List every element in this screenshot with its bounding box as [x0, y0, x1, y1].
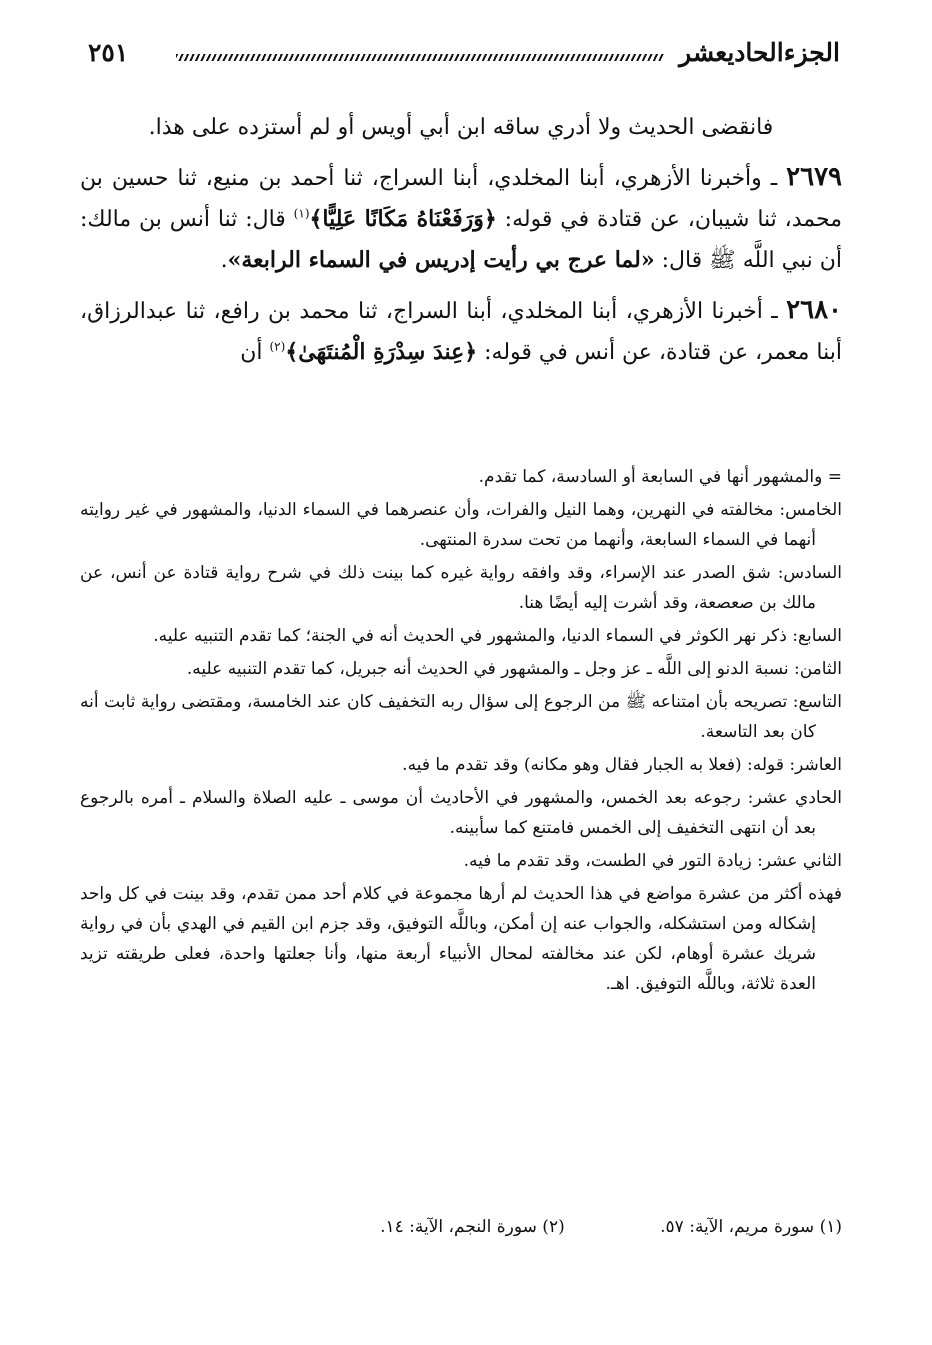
isnad-text-continued: قال: ثنا أنس بن مالك: أن نبي اللَّه ﷺ قال: [80, 207, 842, 273]
hadith-2680 [80, 290, 842, 373]
hadith-number: ٢٦٧٩ [786, 162, 842, 192]
note-item: = والمشهور أنها في السابعة أو السادسة، كما تقدم. [478, 467, 842, 487]
footnotes [80, 1212, 842, 1242]
note-item: الثامن: نسبة الدنو إلى اللَّه ـ عز وجل ـ والمشهور في الحديث أنه جبريل، كما تقدم التنبيه عليه. [186, 659, 842, 679]
page-header [80, 34, 840, 78]
note-item: العاشر: قوله: (فعلا به الجبار فقال وهو مكانه) وقد تقدم ما فيه. [402, 755, 842, 775]
footnote-marker: (٢) [269, 339, 286, 354]
main-text [80, 108, 842, 382]
hadith-2679 [80, 157, 842, 281]
quran-verse: ﴿عِندَ سِدْرَةِ الْمُنتَهَىٰ﴾ [285, 339, 478, 365]
isnad-text: ـ وأخبرنا الأزهري، أبنا المخلدي، أبنا السراج، ثنا أحمد بن منيع، ثنا حسين بن محمد، ثنا شيبان، عن قتادة في قوله: [80, 166, 842, 232]
page-number: ٢٥١ [88, 38, 129, 67]
note-item: الخامس: مخالفته في النهرين، وهما النيل والفرات، وأن عنصرهما في السماء الدنيا، والمشهور في غير روايته أنهما في السماء السابعة، وأنهما من تحت سدرة المنتهى. [80, 500, 842, 550]
note-item: السابع: ذكر نهر الكوثر في السماء الدنيا، والمشهور في الحديث أنه في الجنة؛ كما تقدم التنبيه عليه. [153, 626, 842, 646]
hadith-number: ٢٦٨٠ [786, 295, 842, 325]
footnote-1: (١) سورة مريم، الآية: ٥٧. [660, 1217, 842, 1237]
period: . [220, 248, 228, 273]
header-rule [176, 54, 664, 61]
note-item: الثاني عشر: زيادة التور في الطست، وقد تقدم ما فيه. [463, 851, 842, 871]
intro-paragraph: فانقضى الحديث ولا أدري ساقه ابن أبي أويس أو لم أستزده على هذا. [148, 115, 774, 140]
running-title: الجزءالحاديعشر [679, 38, 840, 67]
hadith-matn: «لما عرج بي رأيت إدريس في السماء الرابعة» [227, 247, 655, 273]
isnad-text-continued: أن [240, 340, 270, 365]
note-item: السادس: شق الصدر عند الإسراء، وقد وافقه رواية غيره كما بينت ذلك في شرح رواية قتادة عن أنس، عن مالك بن صعصعة، وقد أشرت إليه أيضًا هنا. [80, 563, 842, 613]
footnote-marker: (١) [293, 206, 310, 221]
note-item: التاسع: تصريحه بأن امتناعه ﷺ من الرجوع إلى سؤال ربه التخفيف كان عند الخامسة، ومقتضى رواية ثابت أنه كان بعد التاسعة. [80, 692, 842, 742]
isnad-text: ـ أخبرنا الأزهري، أبنا المخلدي، أبنا السراج، ثنا محمد بن رافع، ثنا عبدالرزاق، أبنا معمر، عن قتادة، عن أنس في قوله: [80, 299, 842, 365]
commentary-notes [80, 462, 842, 1002]
note-item: الحادي عشر: رجوعه بعد الخمس، والمشهور في الأحاديث أن موسى ـ عليه الصلاة والسلام ـ أمره بالرجوع بعد أن انتهى التخفيف إلى الخمس فامتنع كما سأبينه. [80, 788, 842, 838]
footnote-2: (٢) سورة النجم، الآية: ١٤. [380, 1217, 565, 1237]
quran-verse: ﴿وَرَفَعْنَاهُ مَكَانًا عَلِيًّا﴾ [309, 206, 497, 232]
note-conclusion: فهذه أكثر من عشرة مواضع في هذا الحديث لم أرها مجموعة في كلام أحد ممن تقدم، وقد بينت في كل واحد إشكاله ومن استشكله، والجواب عنه إن أمكن، وباللَّه التوفيق، وقد جزم ابن القيم في الهدي بأن في رواية شريك عشرة أوهام، لكن عند مخالفته لمحال الأنبياء أربعة منها، وأنا جعلتها واحدة، فعلى طريقته تزيد العدة ثلاثة، وباللَّه التوفيق. اهـ. [80, 884, 842, 994]
